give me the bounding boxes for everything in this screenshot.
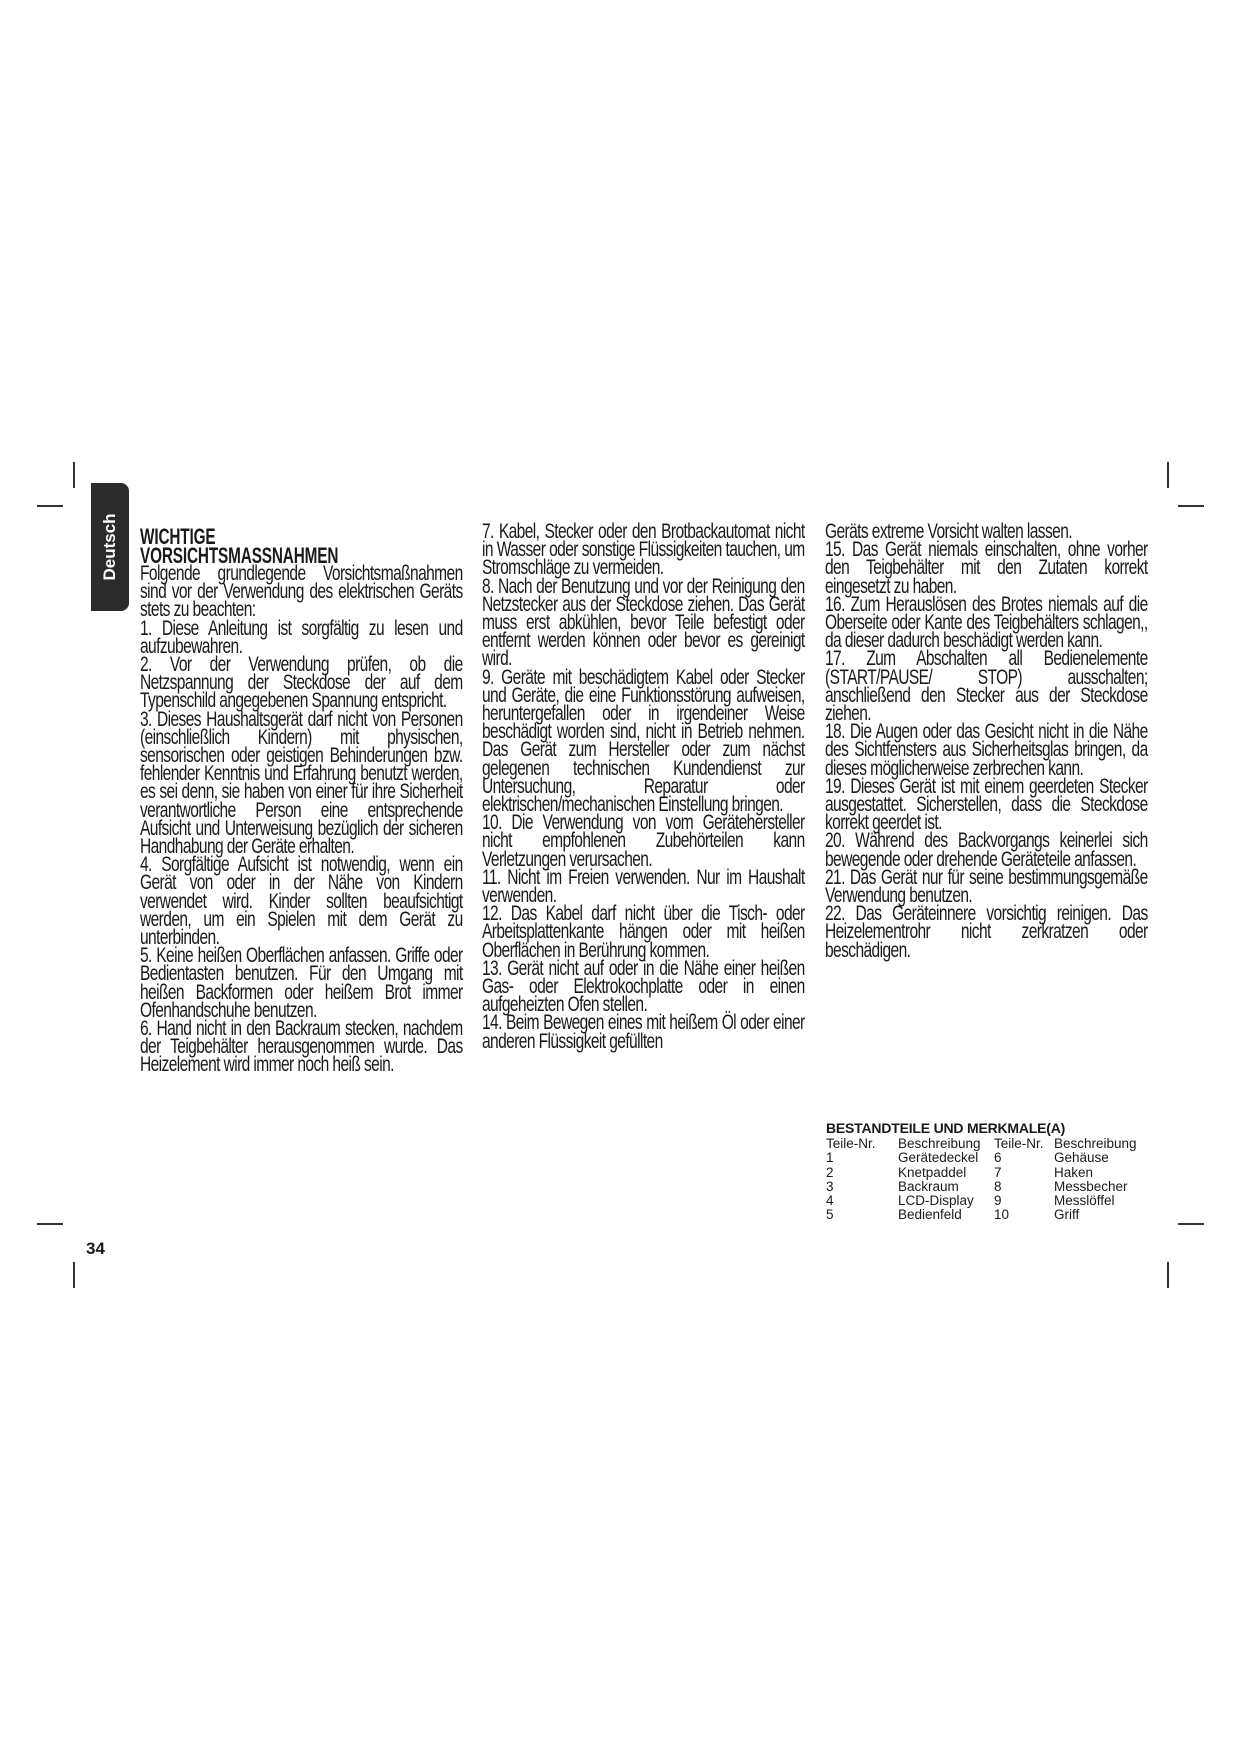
part-description: Gerätedeckel	[898, 1150, 979, 1166]
paragraph: 12. Das Kabel darf nicht über die Tisch- oder Arbeitsplattenkante hängen oder mit heißen Oberflächen in Berührung kommen.	[482, 902, 805, 962]
paragraph: 9. Geräte mit beschädigtem Kabel oder Stecker und Geräte, die eine Funktionsstörung aufweisen, heruntergefallen oder in irgendeiner Weise beschädigt worden sind, nicht in Betrieb nehmen. Das Gerät zum Hersteller oder zum nächst gelegenen technischen Kundendienst zur Untersuchung, Reparatur oder elektrischen/mechanischen Einstellung bringen.	[482, 665, 805, 817]
paragraph: 6. Hand nicht in den Backraum stecken, nachdem der Teigbehälter herausgenommen wurde. Das Heizelement wird immer noch heiß sein.	[140, 1017, 463, 1077]
table-row	[826, 1208, 1137, 1222]
paragraph: 7. Kabel, Stecker oder den Brotbackautomat nicht in Wasser oder sonstige Flüssigkeiten tauchen, um Stromschläge zu vermeiden.	[482, 520, 805, 580]
paragraph: 10. Die Verwendung von vom Gerätehersteller nicht empfohlenen Zubehörteilen kann Verletzungen verursachen.	[482, 811, 805, 871]
crop-mark	[73, 462, 75, 488]
table-row	[826, 1180, 1137, 1194]
part-description: Knetpaddel	[898, 1164, 967, 1180]
parts-table	[826, 1137, 1137, 1223]
paragraph: 21. Das Gerät nur für seine bestimmungsgemäße Verwendung benutzen.	[825, 865, 1148, 908]
part-number: 4	[826, 1193, 834, 1209]
paragraph: 11. Nicht im Freien verwenden. Nur im Haushalt verwenden.	[482, 865, 805, 908]
language-tab-label: Deutsch	[100, 513, 119, 581]
paragraph: 1. Diese Anleitung ist sorgfältig zu lesen und aufzubewahren.	[140, 616, 463, 658]
part-number: 8	[994, 1178, 1002, 1194]
parts-section	[826, 1120, 1146, 1223]
part-number: 1	[826, 1150, 834, 1166]
part-number: 5	[826, 1207, 834, 1223]
header-cell: Teile-Nr.	[994, 1136, 1044, 1151]
heading-line: VORSICHTSMASSNAHMEN	[140, 543, 339, 568]
paragraph: 16. Zum Herauslösen des Brotes niemals auf die Oberseite oder Kante des Teigbehälters schlagen,, da dieser dadurch beschädigt werden kann.	[825, 592, 1148, 653]
parts-header-row	[826, 1137, 1137, 1151]
header-cell: Beschreibung	[1054, 1136, 1137, 1151]
text-column-1	[140, 524, 463, 1077]
paragraph: 5. Keine heißen Oberflächen anfassen. Griffe oder Bedientasten benutzen. Für den Umgang mit heißen Backformen oder heißem Brot immer Ofenhandschuhe benutzen.	[140, 944, 463, 1022]
header-cell: Beschreibung	[898, 1136, 981, 1151]
crop-mark	[1167, 462, 1169, 488]
part-number: 3	[826, 1178, 834, 1194]
paragraph: Folgende grundlegende Vorsichtsmaßnahmen sind vor der Verwendung des elektrischen Geräts stets zu beachten:	[140, 562, 463, 622]
paragraph: 15. Das Gerät niemals einschalten, ohne vorher den Teigbehälter mit den Zutaten korrekt eingesetzt zu haben.	[825, 538, 1148, 598]
header-cell: Teile-Nr.	[826, 1136, 876, 1151]
heading-line: WICHTIGE	[140, 524, 216, 549]
part-number: 2	[826, 1164, 834, 1180]
page-number: 34	[86, 1239, 105, 1258]
crop-mark	[37, 505, 63, 507]
parts-title: BESTANDTEILE UND MERKMALE(A)	[826, 1120, 1066, 1136]
paragraph: Geräts extreme Vorsicht walten lassen.	[825, 520, 1072, 543]
part-description: Backraum	[898, 1178, 959, 1194]
paragraph: 4. Sorgfältige Aufsicht ist notwendig, wenn ein Gerät von oder in der Nähe von Kindern verwendet wird. Kinder sollten beaufsichtigt werden, um ein Spielen mit dem Gerät zu unterbinden.	[140, 853, 463, 950]
part-description: Griff	[1054, 1207, 1080, 1223]
part-description: Haken	[1054, 1164, 1094, 1180]
table-row	[826, 1151, 1137, 1165]
part-number: 7	[994, 1164, 1002, 1180]
crop-mark	[1178, 1223, 1204, 1225]
part-description: Messbecher	[1054, 1178, 1128, 1194]
paragraph: 13. Gerät nicht auf oder in die Nähe einer heißen Gas- oder Elektrokochplatte oder in einen aufgeheizten Ofen stellen.	[482, 956, 805, 1017]
text-column-3	[825, 520, 1148, 962]
paragraph: 19. Dieses Gerät ist mit einem geerdeten Stecker ausgestattet. Sicherstellen, dass die Steckdose korrekt geerdet ist.	[825, 774, 1148, 835]
paragraph: 3. Dieses Haushaltsgerät darf nicht von Personen (einschließlich Kindern) mit physischen, sensorischen oder geistigen Behinderungen bzw. fehlender Kenntnis und Erfahrung benutzt werden, es sei denn, sie haben von einer für ihre Sicherheit verantwortliche Person eine entsprechende Aufsicht und Unterweisung bezüglich der sicheren Handhabung der Geräte erhalten.	[140, 707, 463, 859]
paragraph: 22. Das Geräteinnere vorsichtig reinigen. Das Heizelementrohr nicht zerkratzen oder beschädigen.	[825, 902, 1148, 962]
section-heading	[140, 524, 437, 568]
part-number: 6	[994, 1150, 1002, 1166]
table-row	[826, 1166, 1137, 1180]
text-column-2	[482, 520, 805, 1053]
part-description: Messlöffel	[1054, 1193, 1115, 1209]
crop-mark	[1178, 505, 1204, 507]
paragraph: 2. Vor der Verwendung prüfen, ob die Netzspannung der Steckdose der auf dem Typenschild angegebenen Spannung entspricht.	[140, 653, 463, 713]
crop-mark	[1167, 1262, 1169, 1288]
part-description: Gehäuse	[1054, 1150, 1109, 1166]
part-description: Bedienfeld	[898, 1207, 962, 1223]
table-row	[826, 1194, 1137, 1208]
paragraph: 17. Zum Abschalten all Bedienelemente (START/PAUSE/ STOP) ausschalten; anschließend den Stecker aus der Steckdose ziehen.	[825, 647, 1148, 726]
part-number: 10	[994, 1207, 1010, 1223]
paragraph: 20. Während des Backvorgangs keinerlei sich bewegende oder drehende Geräteteile anfassen.	[825, 829, 1148, 871]
paragraph: 8. Nach der Benutzung und vor der Reinigung den Netzstecker aus der Steckdose ziehen. Das Gerät muss erst abkühlen, bevor Teile befestigt oder entfernt werden können oder bevor es gereinigt wird.	[482, 574, 805, 671]
paragraph: 18. Die Augen oder das Gesicht nicht in die Nähe des Sichtfensters aus Sicherheitsglas bringen, da dieses möglicherweise zerbrechen kann.	[825, 720, 1148, 780]
part-description: LCD-Display	[898, 1193, 974, 1209]
crop-mark	[73, 1262, 75, 1288]
part-number: 9	[994, 1193, 1002, 1209]
crop-mark	[37, 1223, 63, 1225]
paragraph: 14. Beim Bewegen eines mit heißem Öl oder einer anderen Flüssigkeit gefüllten	[482, 1011, 805, 1053]
language-tab	[91, 483, 129, 611]
